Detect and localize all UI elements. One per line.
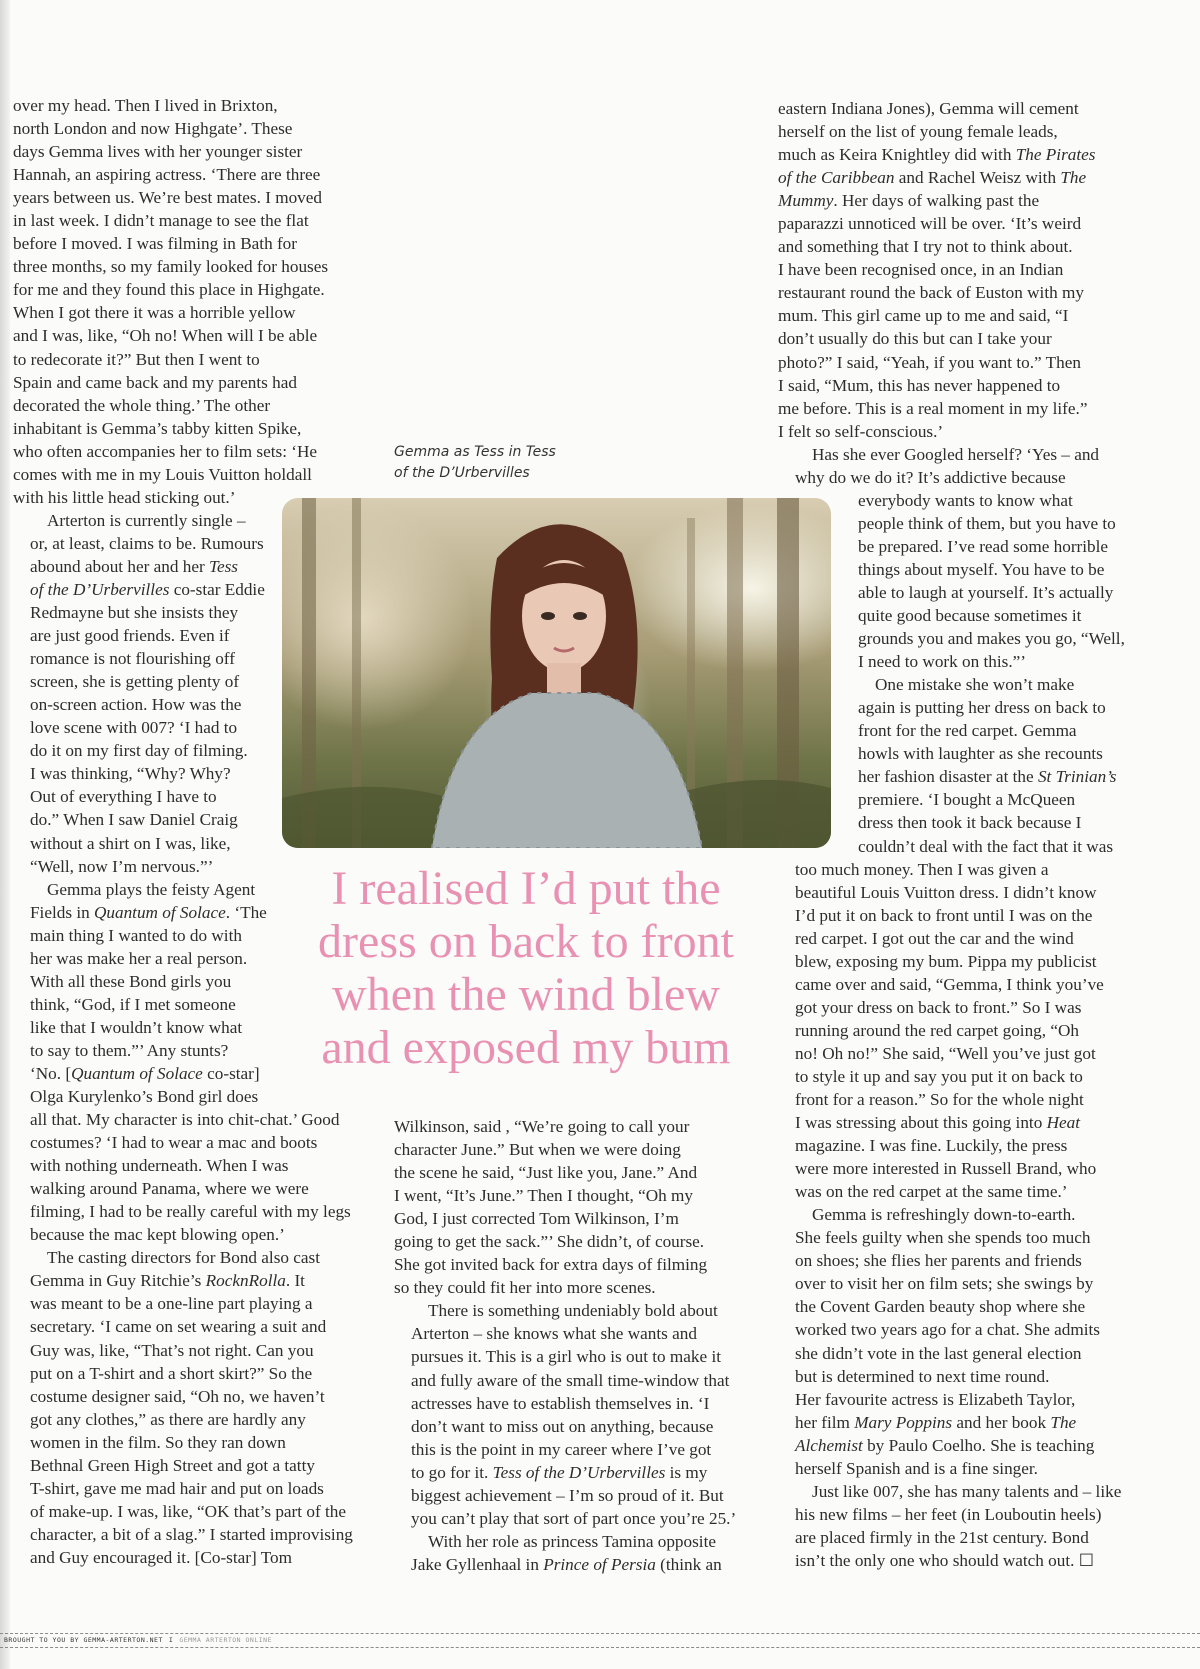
- text-line: character June.” But when we were doing: [394, 1140, 681, 1160]
- text-line: things about myself. You have to be: [858, 559, 1105, 579]
- col2-paragraph-2: [394, 1299, 764, 1529]
- text-line: front for a reason.” So for the whole night: [795, 1090, 1084, 1110]
- text-run: ‘No. [: [30, 1063, 72, 1083]
- page-spine-shadow: [0, 0, 10, 1669]
- text-line: years between us. We’re best mates. I moved: [13, 188, 322, 208]
- text-run: much as Keira Knightley did with: [778, 145, 1016, 165]
- text-line: you can’t play that sort of part once you’re 25.’: [411, 1508, 737, 1528]
- film-title: The: [1060, 168, 1087, 188]
- text-line: Redmayne but she insists they: [30, 603, 239, 623]
- magazine-title: Heat: [1046, 1113, 1081, 1133]
- col3-paragraph-1: [778, 97, 1148, 443]
- text-line: God, I just corrected Tom Wilkinson, I’m: [394, 1209, 679, 1229]
- text-line: Bethnal Green High Street and got a tatty: [30, 1455, 315, 1475]
- film-title: of the D’Urbervilles: [30, 579, 170, 599]
- text-run: . ‘The: [225, 902, 267, 922]
- text-line: like that I wouldn’t know what: [30, 1017, 243, 1037]
- text-line: One mistake she won’t make: [875, 675, 1075, 695]
- text-line: of make-up. I was, like, “OK that’s part of the: [30, 1501, 346, 1521]
- text-line: She feels guilty when she spends too much: [795, 1228, 1091, 1248]
- text-line: was meant to be a one-line part playing a: [30, 1294, 313, 1314]
- col2-paragraph-1: [394, 1115, 764, 1299]
- text-line: over my head. Then I lived in Brixton,: [13, 96, 278, 115]
- text-run: to go for it.: [411, 1462, 493, 1482]
- text-line: why do we do it? It’s addictive because: [795, 467, 1066, 487]
- text-line: [778, 1411, 1148, 1434]
- text-line: love scene with 007? ‘I had to: [30, 718, 238, 738]
- text-run: and Rachel Weisz with: [894, 168, 1061, 188]
- film-title: of the Caribbean: [778, 168, 895, 188]
- photo-illustration: [282, 498, 831, 848]
- text-line: with his little head sticking out.’: [13, 487, 236, 507]
- col3-paragraph-5: [778, 1480, 1148, 1572]
- text-line: inhabitant is Gemma’s tabby kitten Spike,: [13, 418, 302, 438]
- film-title: Mummy: [778, 191, 834, 211]
- text-line: There is something undeniably bold about: [428, 1301, 718, 1321]
- book-title: Alchemist: [795, 1435, 863, 1455]
- portrait-photo: [282, 498, 831, 848]
- text-line: but is determined to next time round.: [795, 1366, 1050, 1386]
- text-line: came over and said, “Gemma, I think you’ve: [795, 974, 1104, 994]
- text-line: running around the red carpet going, “Oh: [795, 1020, 1079, 1040]
- col1-paragraph-1: [13, 94, 373, 509]
- text-line: costumes? ‘I had to wear a mac and boots: [30, 1133, 318, 1153]
- text-line: and Guy encouraged it. [Co-star] Tom: [30, 1547, 292, 1567]
- film-title: Tess of the D’Urbervilles: [492, 1462, 666, 1482]
- film-title: Mary Poppins: [854, 1412, 953, 1432]
- text-line: isn’t the only one who should watch out. ☐: [795, 1550, 1095, 1570]
- text-line: [13, 1269, 373, 1292]
- caption-line: of the D’Urbervilles: [394, 465, 530, 481]
- text-line: character, a bit of a slag.” I started improvising: [30, 1524, 353, 1544]
- text-line: premiere. ‘I bought a McQueen: [858, 790, 1076, 810]
- text-line: screen, she is getting plenty of: [30, 672, 240, 692]
- text-line: were more interested in Russell Brand, who: [795, 1159, 1097, 1179]
- text-run: Fields in: [30, 902, 94, 922]
- text-line: women in the film. So they ran down: [30, 1432, 286, 1452]
- col2-paragraph-3: [394, 1530, 764, 1576]
- text-run: abound about her and her: [30, 556, 209, 576]
- footer-credit: [4, 1636, 272, 1644]
- text-line: quite good because sometimes it: [858, 606, 1082, 626]
- text-line: for me and they found this place in Highgate.: [13, 280, 325, 300]
- text-line: and I was, like, “Oh no! When will I be able: [13, 326, 318, 346]
- text-line: Gemma is refreshingly down-to-earth.: [812, 1205, 1076, 1225]
- text-line: Her favourite actress is Elizabeth Taylor,: [795, 1389, 1076, 1409]
- text-line: paparazzi unnoticed will be over. ‘It’s weird: [778, 214, 1082, 234]
- text-line: Just like 007, she has many talents and – like: [812, 1481, 1122, 1501]
- text-run: . Her days of walking past the: [833, 191, 1040, 211]
- text-line: going to get the sack.”’ She didn’t, of course.: [394, 1232, 705, 1252]
- text-line: romance is not flourishing off: [30, 649, 235, 669]
- text-line: put on a T-shirt and a short skirt?” So the: [30, 1363, 313, 1383]
- pull-quote: [276, 862, 776, 1074]
- text-line: and fully aware of the small time-window that: [411, 1370, 730, 1390]
- text-line: [778, 1434, 1148, 1457]
- text-line: [394, 1461, 764, 1484]
- text-line: on shoes; she flies her parents and friends: [795, 1251, 1082, 1271]
- text-line: herself Spanish and is a fine singer.: [795, 1458, 1038, 1478]
- footer-credit-text: BROUGHT TO YOU BY GEMMA-ARTERTON.NET: [4, 1636, 163, 1644]
- text-line: Arterton is currently single –: [47, 510, 246, 530]
- col1-paragraph-4: [13, 1246, 373, 1569]
- text-line: biggest achievement – I’m so proud of it. But: [411, 1485, 724, 1505]
- text-line: with nothing underneath. When I was: [30, 1156, 289, 1176]
- col3-paragraph-3: [778, 673, 1148, 1203]
- text-line: Hannah, an aspiring actress. ‘There are three: [13, 165, 321, 185]
- caption-line: Gemma as Tess in Tess: [394, 444, 556, 460]
- article-column-3: [778, 97, 1148, 1572]
- footer-divider: [0, 1633, 1200, 1634]
- text-line: before I moved. I was filming in Bath for: [13, 234, 297, 254]
- text-line: mum. This girl came up to me and said, “I: [778, 306, 1069, 326]
- text-run: by Paulo Coelho. She is teaching: [862, 1435, 1095, 1455]
- text-line: Out of everything I have to: [30, 787, 217, 807]
- text-line: eastern Indiana Jones), Gemma will cement: [778, 99, 1079, 118]
- text-line: blew, exposing my bum. Pippa my publicist: [795, 951, 1097, 971]
- footer-separator: I: [168, 1636, 174, 1644]
- pull-quote-line: when the wind blew: [332, 968, 720, 1021]
- text-line: in last week. I didn’t manage to see the flat: [13, 211, 309, 231]
- text-line: too much money. Then I was given a: [795, 859, 1049, 879]
- text-line: I need to work on this.”’: [858, 652, 1027, 672]
- text-line: red carpet. I got out the car and the wind: [795, 928, 1074, 948]
- text-line: I have been recognised once, in an Indian: [778, 260, 1064, 280]
- text-line: beautiful Louis Vuitton dress. I didn’t know: [795, 882, 1097, 902]
- text-line: Wilkinson, said , “We’re going to call your: [394, 1117, 690, 1136]
- text-line: Guy was, like, “That’s not right. Can you: [30, 1340, 314, 1360]
- col3-paragraph-4: [778, 1203, 1148, 1480]
- pull-quote-line: and exposed my bum: [321, 1021, 731, 1074]
- text-line: front for the red carpet. Gemma: [858, 721, 1077, 741]
- film-title: St Trinian’s: [1037, 767, 1117, 787]
- text-line: I felt so self-conscious.’: [778, 421, 944, 441]
- text-line: [778, 166, 1148, 189]
- text-line: over to visit her on film sets; she swings by: [795, 1274, 1094, 1294]
- text-line: worked two years ago for a chat. She admits: [795, 1320, 1100, 1340]
- text-line: and something that I try not to think about.: [778, 237, 1073, 257]
- text-line: who often accompanies her to film sets: ‘He: [13, 441, 318, 461]
- article-column-2: [394, 1115, 764, 1576]
- text-line: Olga Kurylenko’s Bond girl does: [30, 1087, 259, 1107]
- text-run: (think an: [655, 1554, 722, 1574]
- text-line: T-shirt, gave me mad hair and put on loads: [30, 1478, 324, 1498]
- text-line: When I got there it was a horrible yellow: [13, 303, 296, 323]
- film-title: Quantum of Solace: [71, 1063, 203, 1083]
- text-line: I said, “Mum, this has never happened to: [778, 375, 1061, 395]
- book-title: The: [1050, 1412, 1077, 1432]
- text-line: are placed firmly in the 21st century. Bond: [795, 1527, 1089, 1547]
- text-line: dress then took it back because I: [858, 813, 1082, 833]
- text-line: north London and now Highgate’. These: [13, 119, 293, 139]
- text-line: [778, 143, 1148, 166]
- text-line: without a shirt on I was, like,: [30, 833, 231, 853]
- text-line: on-screen action. How was the: [30, 695, 242, 715]
- text-line: comes with me in my Louis Vuitton holdall: [13, 464, 312, 484]
- text-line: days Gemma lives with her younger sister: [13, 142, 303, 162]
- text-line: to say to them.”’ Any stunts?: [30, 1040, 229, 1060]
- footer-divider: [0, 1647, 1200, 1648]
- text-line: got any clothes,” as there are hardly any: [30, 1409, 306, 1429]
- text-line: [778, 1111, 1148, 1134]
- text-line: I was thinking, “Why? Why?: [30, 764, 231, 784]
- pull-quote-line: I realised I’d put the: [331, 862, 721, 915]
- text-line: couldn’t deal with the fact that it was: [858, 836, 1114, 856]
- text-line: to style it up and say you put it on back to: [795, 1066, 1083, 1086]
- text-line: secretary. ‘I came on set wearing a suit and: [30, 1317, 327, 1337]
- text-line: herself on the list of young female leads,: [778, 122, 1058, 142]
- text-line: decorated the whole thing.’ The other: [13, 395, 271, 415]
- text-line: again is putting her dress on back to: [858, 698, 1106, 718]
- text-run: I was stressing about this going into: [795, 1113, 1047, 1133]
- text-line: so they could fit her into more scenes.: [394, 1278, 656, 1298]
- text-line: got your dress on back to front.” So I was: [795, 997, 1082, 1017]
- text-line: walking around Panama, where we were: [30, 1179, 309, 1199]
- text-line: The casting directors for Bond also cast: [47, 1248, 321, 1268]
- text-line: With all these Bond girls you: [30, 971, 232, 991]
- text-run: her fashion disaster at the: [858, 767, 1038, 787]
- text-line: three months, so my family looked for houses: [13, 257, 329, 277]
- text-run: co-star]: [202, 1063, 260, 1083]
- text-line: she didn’t vote in the last general election: [795, 1343, 1082, 1363]
- text-line: howls with laughter as she recounts: [858, 744, 1103, 764]
- text-line: Spain and came back and my parents had: [13, 372, 297, 392]
- text-line: people think of them, but you have to: [858, 513, 1116, 533]
- footer-site-name: GEMMA ARTERTON ONLINE: [179, 1636, 272, 1644]
- text-line: I went, “It’s June.” Then I thought, “Oh my: [394, 1186, 693, 1206]
- text-line: costume designer said, “Oh no, we haven’t: [30, 1386, 325, 1406]
- text-line: Arterton – she knows what she wants and: [411, 1324, 697, 1344]
- photo-caption: [394, 442, 556, 484]
- film-title: The Pirates: [1015, 145, 1096, 165]
- text-line: don’t want to miss out on anything, because: [411, 1416, 714, 1436]
- text-line: are just good friends. Even if: [30, 626, 230, 646]
- text-line: me before. This is a real moment in my life.”: [778, 398, 1088, 418]
- text-line: was on the red carpet at the same time.’: [795, 1182, 1068, 1202]
- text-line: the Covent Garden beauty shop where she: [795, 1297, 1086, 1317]
- text-line: do it on my first day of filming.: [30, 741, 248, 761]
- text-line: everybody wants to know what: [858, 490, 1073, 510]
- text-line: photo?” I said, “Yeah, if you want to.” Then: [778, 352, 1081, 372]
- text-line: grounds you and makes you go, “Well,: [858, 629, 1125, 649]
- text-run: . It: [285, 1271, 305, 1291]
- text-line: or, at least, claims to be. Rumours: [30, 533, 264, 553]
- text-line: restaurant round the back of Euston with my: [778, 283, 1084, 303]
- text-line: With her role as princess Tamina opposite: [428, 1531, 716, 1551]
- text-line: [394, 1553, 764, 1576]
- text-run: is my: [665, 1462, 708, 1482]
- text-run: her film: [795, 1412, 855, 1432]
- col3-paragraph-2: [778, 443, 1148, 673]
- text-run: and her book: [952, 1412, 1051, 1432]
- pull-quote-line: dress on back to front: [318, 915, 734, 968]
- text-line: because the mac kept blowing open.’: [30, 1225, 285, 1245]
- text-line: this is the point in my career where I’ve got: [411, 1439, 712, 1459]
- text-line: to redecorate it?” But then I went to: [13, 349, 260, 369]
- text-line: his new films – her feet (in Louboutin heels): [795, 1504, 1102, 1524]
- film-title: Tess: [208, 556, 238, 576]
- text-line: Gemma plays the feisty Agent: [47, 879, 256, 899]
- text-line: the scene he said, “Just like you, Jane.” And: [394, 1163, 698, 1183]
- text-line: pursues it. This is a girl who is out to make it: [411, 1347, 721, 1367]
- text-line: able to laugh at yourself. It’s actually: [858, 582, 1114, 602]
- text-line: She got invited back for extra days of filming: [394, 1255, 708, 1275]
- text-line: actresses have to establish themselves in. ‘I: [411, 1393, 710, 1413]
- text-line: Has she ever Googled herself? ‘Yes – and: [812, 444, 1100, 464]
- film-title: RocknRolla: [205, 1271, 286, 1291]
- text-run: co-star Eddie: [169, 579, 265, 599]
- text-line: filming, I had to be really careful with my legs: [30, 1202, 351, 1222]
- text-line: don’t usually do this but can I take your: [778, 329, 1052, 349]
- text-line: I’d put it on back to front until I was on the: [795, 905, 1093, 925]
- text-run: Gemma in Guy Ritchie’s: [30, 1271, 206, 1291]
- text-line: do.” When I saw Daniel Craig: [30, 810, 238, 830]
- text-line: [778, 189, 1148, 212]
- text-run: Jake Gyllenhaal in: [411, 1554, 544, 1574]
- text-line: [778, 765, 1148, 788]
- text-line: main thing I wanted to do with: [30, 925, 242, 945]
- text-line: her was make her a real person.: [30, 948, 248, 968]
- film-title: Prince of Persia: [543, 1554, 656, 1574]
- text-line: “Well, now I’m nervous.”’: [30, 856, 214, 876]
- text-line: think, “God, if I met someone: [30, 994, 236, 1014]
- film-title: Quantum of Solace: [93, 902, 226, 922]
- text-line: all that. My character is into chit-chat.’ Good: [30, 1110, 340, 1130]
- text-line: magazine. I was fine. Luckily, the press: [795, 1136, 1068, 1156]
- text-line: no! Oh no!” She said, “Well you’ve just got: [795, 1043, 1096, 1063]
- text-line: be prepared. I’ve read some horrible: [858, 536, 1109, 556]
